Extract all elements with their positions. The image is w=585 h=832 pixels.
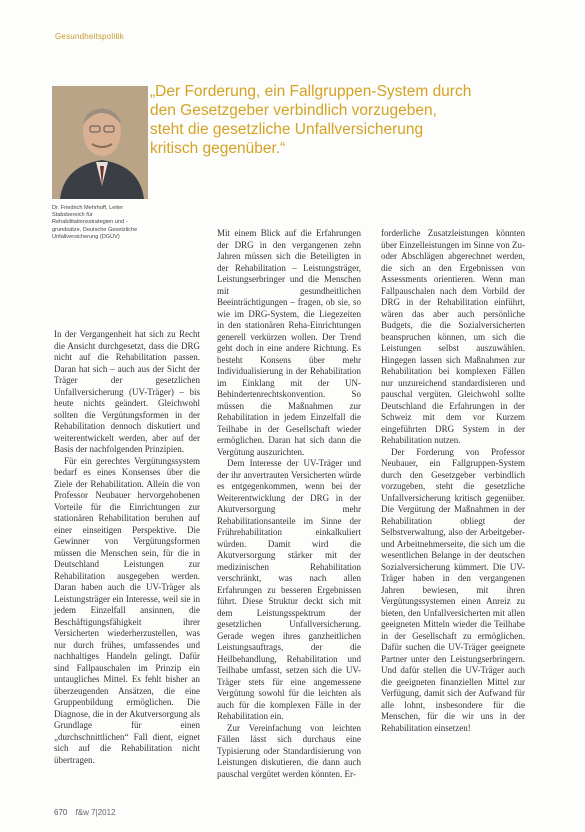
paragraph: Zur Vereinfachung von leichten Fällen lässt sich durchaus eine Typisierung oder Standardisierung von Leistungen diskutieren, die dann auch pauschal vergütet werden könnten. Er- [217,722,361,779]
pull-quote [150,82,510,158]
paragraph: Dem Interesse der UV-Träger und der ihr anvertrauten Versicherten würde es entgegenkommen, wenn bei der Weiterentwicklung der DRG in der Akutversorgung mehr Rehabilitationsanteile im Sinne der Frührehabilitation einkalkuliert würden. Damit wird die Akutversorgung stärker mit der medizinischen Rehabilitation verschränkt, was nach allen Erfahrungen zu besseren Ergebnissen führt. Diese Struktur deckt sich mit dem Leistungsspektrum der gesetzlichen Unfallversicherung. Gerade wegen ihres ganzheitlichen Leistungsauftrags, der die Heilbehandlung, Rehabilitation und Teilhabe umfasst, setzen sich die UV-Träger stets für eine angemessene Vergütung sowohl für die leichten als auch für die komplexen Fälle in der Rehabilitation ein. [217,458,361,721]
paragraph: forderliche Zusatzleistungen könnten über Einzelleistungen im Sinne von Zu- oder Abschlägen abgerechnet werden, die sich an den Ergebnissen von Assessments orientieren. Wenn man Fallpauschalen nach dem Vorbild der DRG in der Rehabilitation einführt, wären das aber auch persönliche Budgets, die die Sozialversicherten beanspruchen können, um sich die Leistungen selbst auszuwählen. Hingegen lassen sich Maßnahmen zur Rehabilitation bei komplexen Fällen nur unzureichend standardisieren und pauschal vergüten. Gleichwohl sollte Deutschland die Erfahrungen in der Schweiz mit dem vor Kurzem eingeführten DRG System in der Rehabilitation nutzen. [381,228,525,445]
pull-quote-line: steht die gesetzliche Unfallversicherung [150,121,424,138]
pull-quote-line: den Gesetzgeber verbindlich vorzugeben, [150,102,437,119]
author-portrait [52,86,148,199]
page-number: 670 [54,808,68,817]
section-label: Gesundheitspolitik [55,32,124,41]
paragraph: Der Forderung von Professor Neubauer, ein Fallgruppen-System durch den Gesetzgeber verbindlich vorzugeben, steht die gesetzliche Unfallversicherung kritisch gegenüber. Die Vergütung der Maßnahmen in der Rehabilitation obliegt der Selbstverwaltung, also der Arbeitgeber- und Arbeitnehmerseite, die sich um die wesentlichen Belange in der deutschen Sozialversicherung kümmert. Die UV-Träger haben in den vergangenen Jahren bewiesen, mit ihren Vergütungssystemen einen Anreiz zu bieten, den Unfallversicherten mit allen geeigneten Mitteln wieder die Teilhabe in der Gesellschaft zu ermöglichen. Dafür suchen die UV-Träger geeignete Partner unter den Leistungserbringern. Und dafür stellen die UV-Träger auch die geeigneten finanziellen Mittel zur Verfügung, damit sich der Aufwand für alle lohnt, insbesondere für die Menschen, für die wir uns in der Rehabilitation einsetzen! [381,446,525,733]
text-column-3 [381,228,525,734]
text-column-1 [54,329,200,766]
paragraph: Mit einem Blick auf die Erfahrungen der DRG in den vergangenen zehn Jahren müssen sich die Beteiligten in der Rehabilitation – Leistungsträger, Leistungserbringer und die Menschen mit gesundheitlichen Beeinträchtigungen – fragen, ob sie, so wie im DRG-System, die Liegezeiten in den stationären Reha-Einrichtungen generell verkürzen wollen. Der Trend geht doch in eine andere Richtung. Es besteht Konsens über mehr Individualisierung in der Rehabilitation im Einklang mit der UN-Behindertenrechtskonvention. So müssen die Maßnahmen zur Rehabilitation in jedem Einzelfall die Teilhabe in der Gesellschaft wieder ermöglichen. Daran hat sich dann die Vergütung auszurichten. [217,228,361,457]
page-footer [54,808,115,817]
text-column-2 [217,228,361,780]
pull-quote-line: „Der Forderung, ein Fallgruppen-System durch [150,83,472,100]
paragraph: In der Vergangenheit hat sich zu Recht die Ansicht durchgesetzt, dass die DRG nicht auf die Rehabilitation passen. Daran hat sich – auch aus der Sicht der Träger der gesetzlichen Unfallversicherung (UV-Träger) – bis heute nichts geändert. Gleichwohl sollten die Vergütungsformen in der Rehabilitation dennoch diskutiert und weiterentwickelt werden, aber auf der Basis der nachfolgenden Prinzipien. [54,329,200,454]
paragraph: Für ein gerechtes Vergütungssystem bedarf es eines Konsenses über die Ziele der Rehabilitation. Allein die von Professor Neubauer hervorgehobenen Vorteile für die Einrichtungen zur stationären Rehabilitation beruhen auf einer einseitigen Perspektive. Die Gewinner von Vergütungsformen müssen die Menschen sein, für die in Deutschland Leistungen zur Rehabilitation ausgegeben werden. Daran haben auch die UV-Träger als Leistungsträger ein Interesse, weil sie in jedem Einzelfall ansinnen, die Beschäftigungsfähigkeit ihrer Versicherten wiederherzustellen, was nur durch frühes, umfassendes und nachhaltiges Handeln gelingt. Dafür sind Fallpauschalen im Prinzip ein untaugliches Mittel. Es fehlt bisher an überzeugenden Ansätzen, die eine Gruppenbildung ermöglichen. Die Diagnose, die in der Akutversorgung als Grundlage für einen „durchschnittlichen“ Fall dient, eignet sich auf die Rehabilitation nicht übertragen. [54,455,200,765]
portrait-caption: Dr. Friedrich Mehrhoff, Leiter Stabsbereich für Rehabilitationsstrategien und -grundsätze, Deutsche Gesetzliche Unfallversicherung (DGUV) [52,205,138,240]
pull-quote-line: kritisch gegenüber.“ [150,140,286,157]
publication-name: f&w 7|2012 [75,808,116,817]
portrait-image [52,86,148,199]
